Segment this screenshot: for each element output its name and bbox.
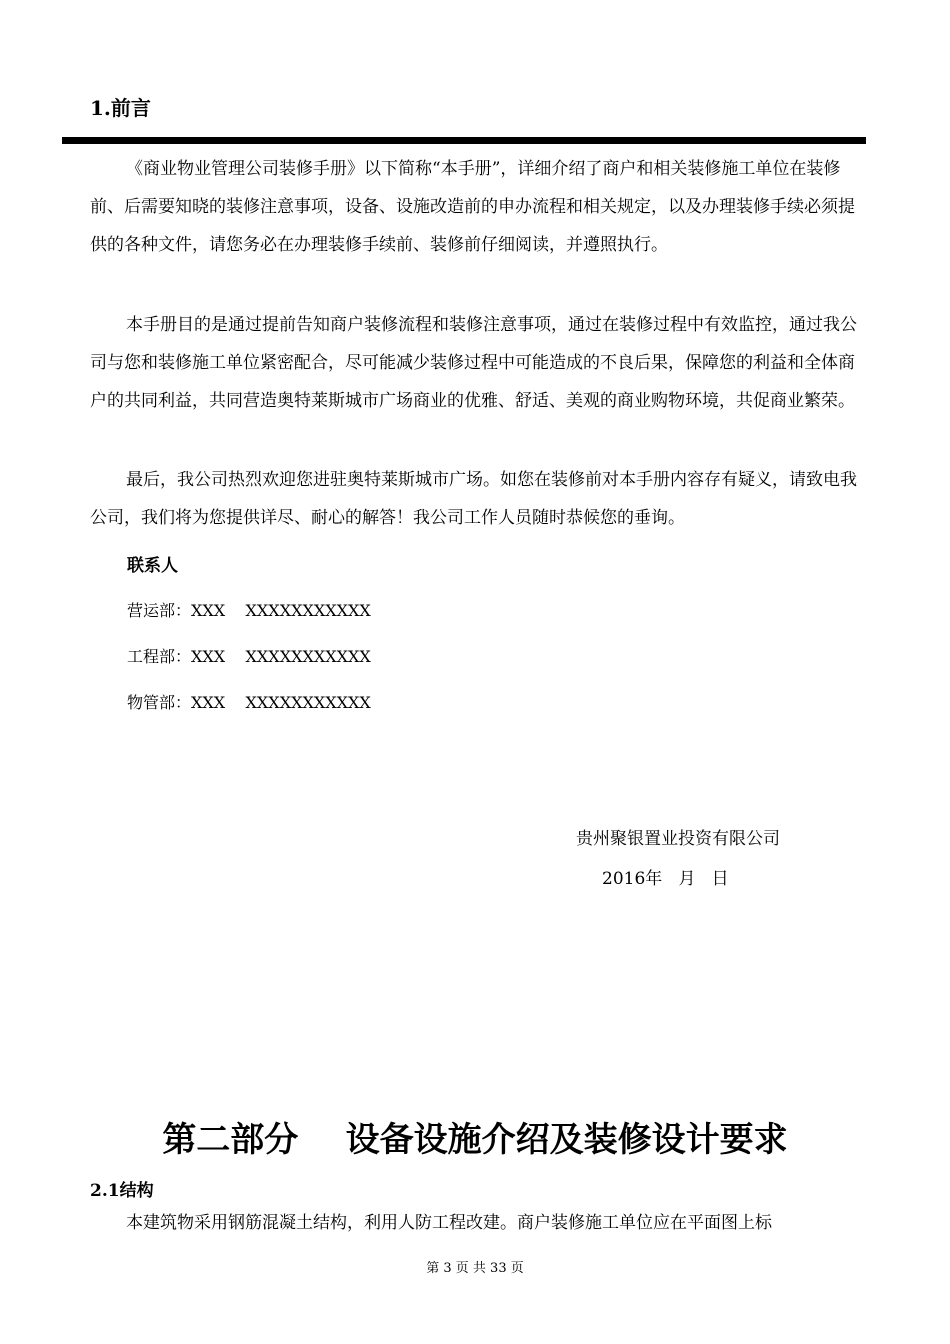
preface-paragraph-1: 《商业物业管理公司装修手册》以下简称“本手册”，详细介绍了商户和相关装修施工单位在装修前、后需要知晓的装修注意事项，设备、设施改造前的申办流程和相关规定，以及办理装修手续必须提供的各种文件，请您务必在办理装修手续前、装修前仔细阅读，并遵照执行。 bbox=[90, 159, 855, 255]
page-footer: 第 3 页 共 33 页 bbox=[426, 1261, 524, 1276]
section-heading-preface: 1.前言 bbox=[90, 96, 151, 120]
section-heading-2-1: 2.1结构 bbox=[90, 1181, 154, 1201]
section-2-1-paragraph: 本建筑物采用钢筋混凝土结构，利用人防工程改建。商户装修施工单位应在平面图上标 bbox=[126, 1213, 772, 1233]
signature-date: 2016年 月 日 bbox=[602, 869, 729, 889]
part-two-title: 第二部分 设备设施介绍及装修设计要求 bbox=[162, 1120, 788, 1160]
company-signature: 贵州聚银置业投资有限公司 bbox=[576, 829, 780, 849]
heading-rule bbox=[62, 137, 866, 144]
preface-paragraph-2: 本手册目的是通过提前告知商户装修流程和装修注意事项，通过在装修过程中有效监控，通过我公司与您和装修施工单位紧密配合，尽可能减少装修过程中可能造成的不良后果，保障您的利益和全体商户的共同利益，共同营造奥特莱斯城市广场商业的优雅、舒适、美观的商业购物环境，共促商业繁荣。 bbox=[90, 315, 857, 411]
contacts-title: 联系人 bbox=[127, 556, 178, 576]
preface-paragraph-3: 最后，我公司热烈欢迎您进驻奥特莱斯城市广场。如您在装修前对本手册内容存有疑义，请致电我公司，我们将为您提供详尽、耐心的解答！我公司工作人员随时恭候您的垂询。 bbox=[90, 470, 857, 528]
contact-property-management: 物管部：XXX XXXXXXXXXXX bbox=[127, 693, 371, 712]
contact-operations: 营运部：XXX XXXXXXXXXXX bbox=[127, 601, 371, 620]
contact-engineering: 工程部：XXX XXXXXXXXXXX bbox=[127, 647, 371, 666]
